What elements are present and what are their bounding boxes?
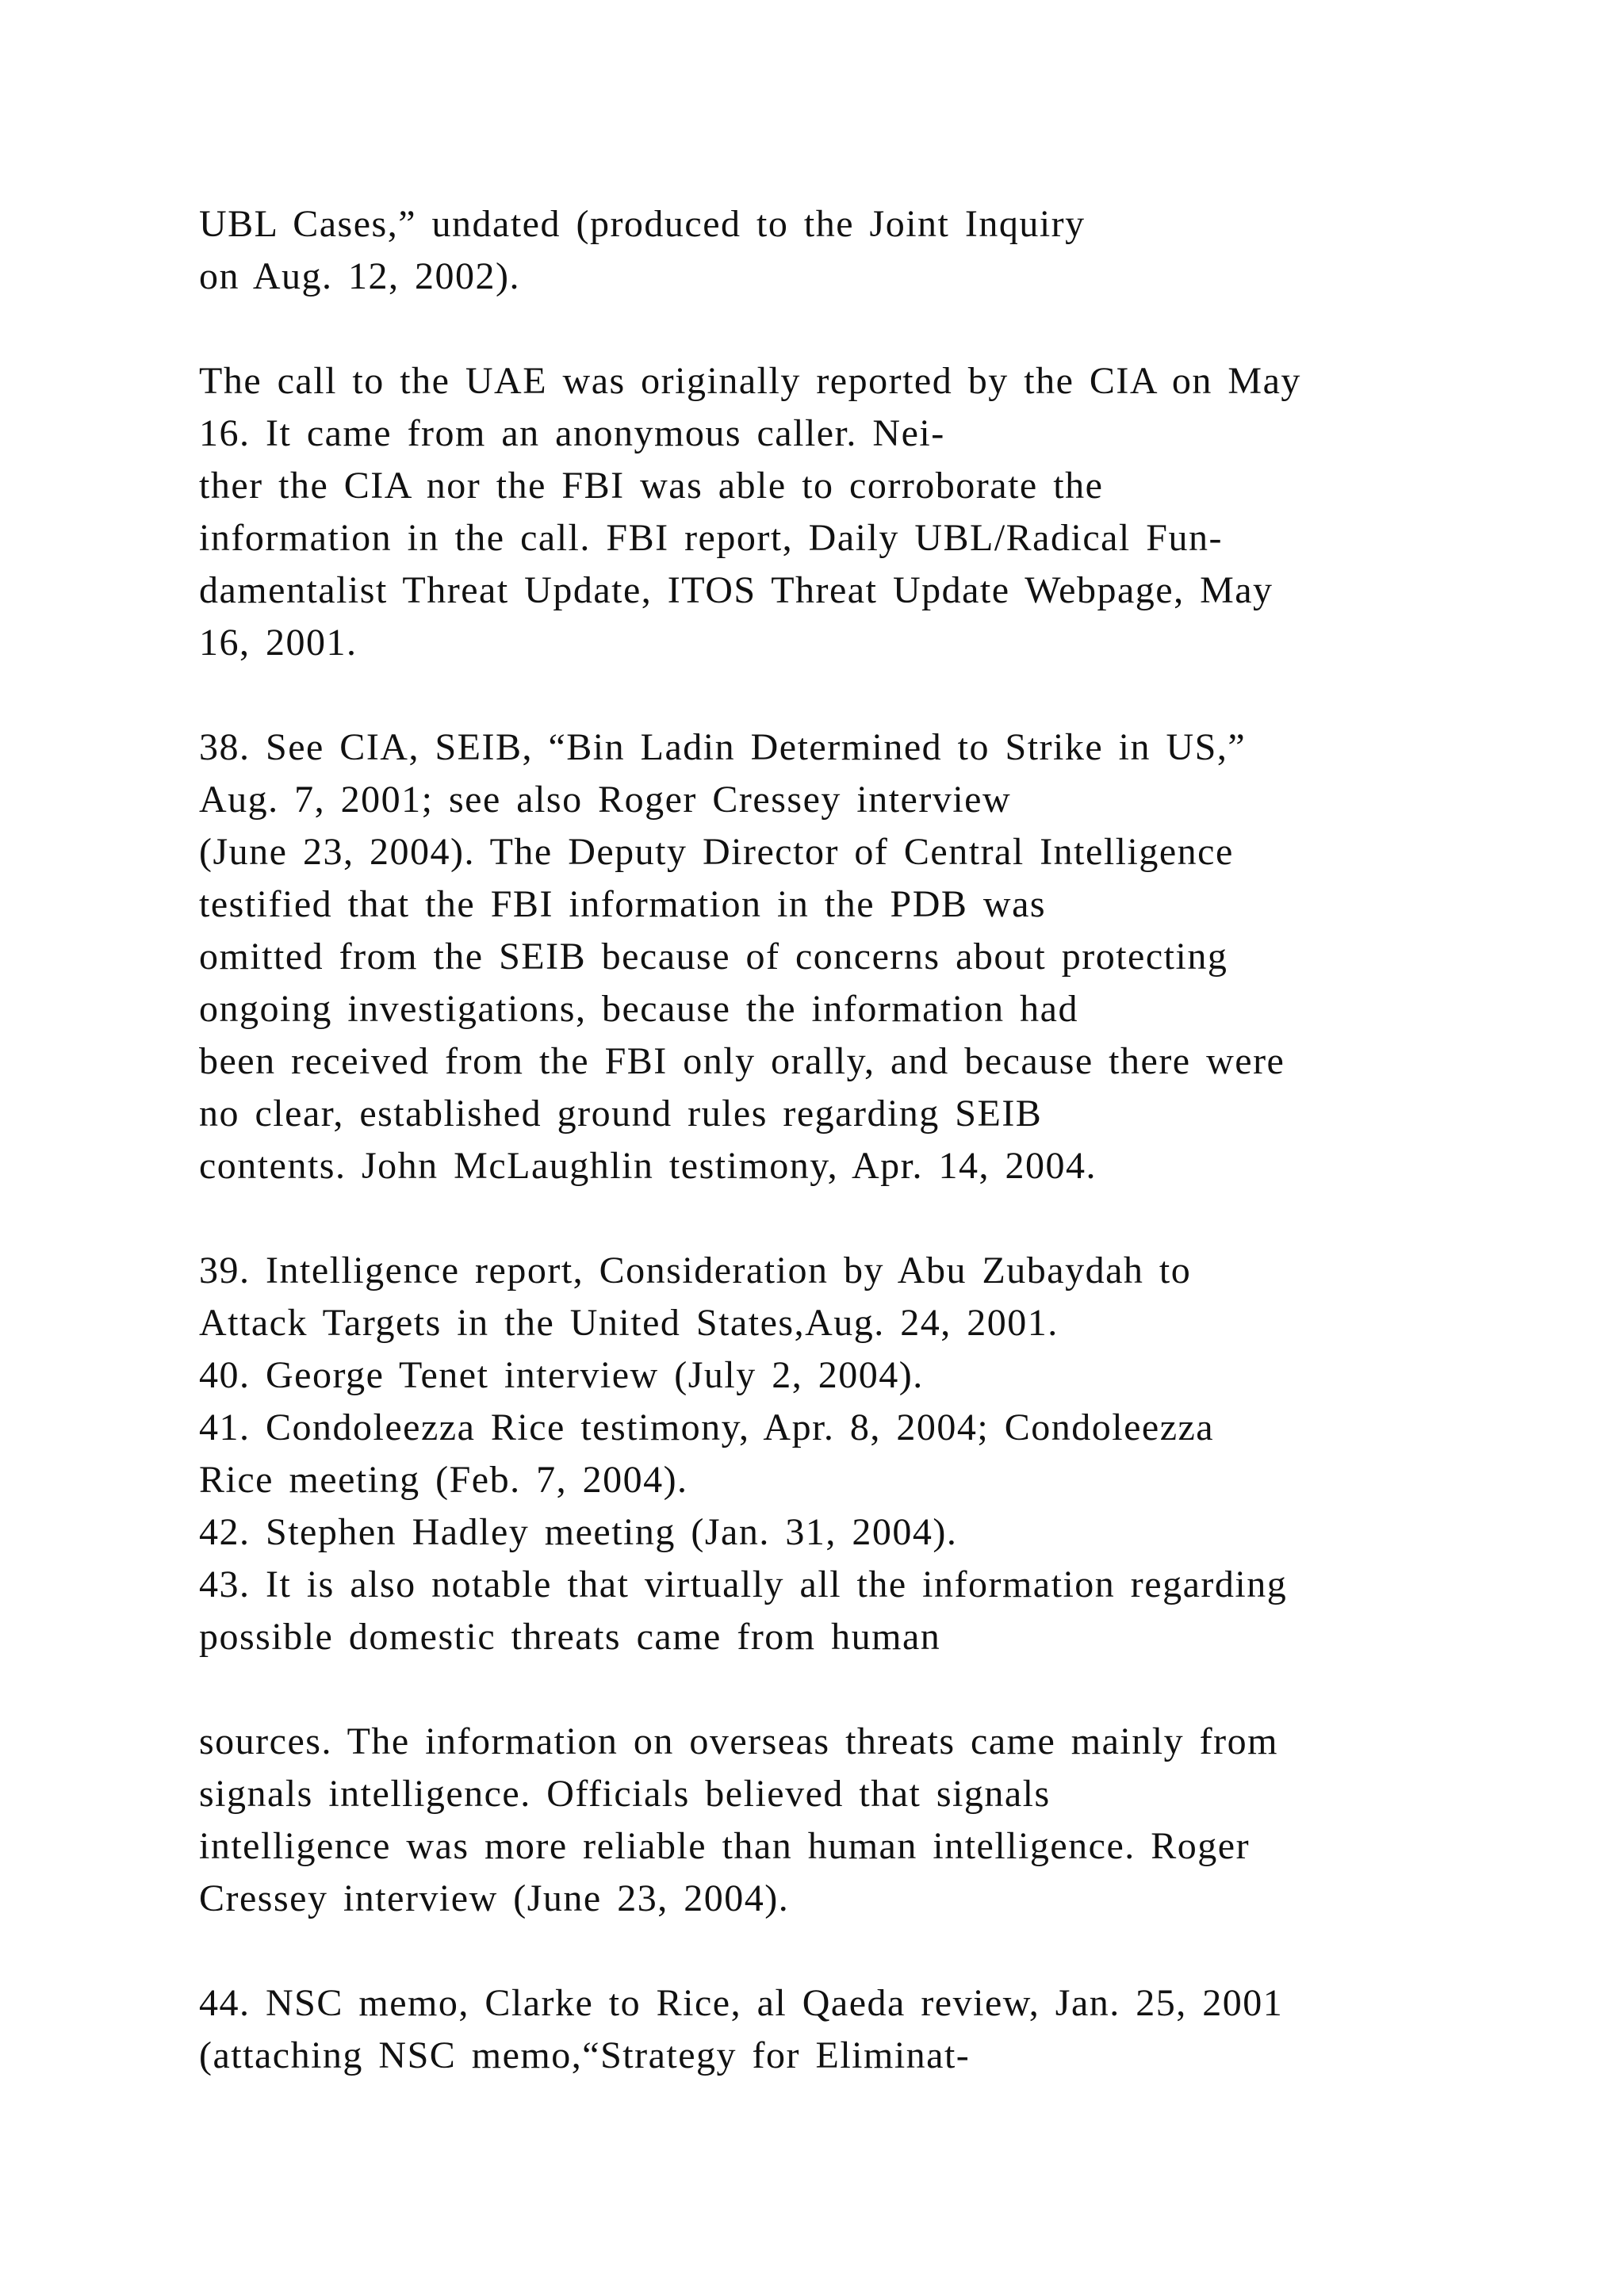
text-line: (attaching NSC memo,“Strategy for Eliminat- <box>199 2034 971 2076</box>
text-line: Rice meeting (Feb. 7, 2004). <box>199 1459 688 1501</box>
text-line: ther the CIA nor the FBI was able to corroborate the <box>199 465 1104 507</box>
paragraph-gap <box>199 669 1436 721</box>
text-line: omitted from the SEIB because of concerns about protecting <box>199 936 1228 978</box>
text-line: Aug. 7, 2001; see also Roger Cressey interview <box>199 779 1012 821</box>
text-line: Cressey interview (June 23, 2004). <box>199 1877 790 1919</box>
text-line: no clear, established ground rules regarding SEIB <box>199 1093 1043 1135</box>
document-body <box>199 198 1436 2082</box>
text-line: testified that the FBI information in the PDB was <box>199 883 1047 925</box>
text-line: 39. Intelligence report, Consideration by Abu Zubaydah to <box>199 1249 1192 1292</box>
text-line: sources. The information on overseas threats came mainly from <box>199 1720 1278 1762</box>
text-line: 44. NSC memo, Clarke to Rice, al Qaeda review, Jan. 25, 2001 <box>199 1982 1284 2024</box>
text-line: damentalist Threat Update, ITOS Threat Update Webpage, May <box>199 569 1274 611</box>
text-line: 16. It came from an anonymous caller. Nei- <box>199 412 945 454</box>
text-line: information in the call. FBI report, Daily UBL/Radical Fun- <box>199 517 1223 559</box>
paragraph-gap <box>199 303 1436 355</box>
text-line: ongoing investigations, because the information had <box>199 988 1078 1030</box>
text-line: been received from the FBI only orally, and because there were <box>199 1040 1285 1082</box>
text-line: 43. It is also notable that virtually all the information regarding <box>199 1563 1288 1605</box>
text-line: 41. Condoleezza Rice testimony, Apr. 8, 2004; Condoleezza <box>199 1406 1215 1448</box>
text-line: on Aug. 12, 2002). <box>199 255 520 297</box>
text-line: UBL Cases,” undated (produced to the Joint Inquiry <box>199 203 1086 245</box>
paragraph-gap <box>199 1192 1436 1245</box>
text-line: 16, 2001. <box>199 622 358 664</box>
text-line: (June 23, 2004). The Deputy Director of Central Intelligence <box>199 831 1234 873</box>
text-line: contents. John McLaughlin testimony, Apr. 14, 2004. <box>199 1145 1097 1187</box>
text-line: 40. George Tenet interview (July 2, 2004). <box>199 1354 924 1396</box>
text-line: 42. Stephen Hadley meeting (Jan. 31, 2004). <box>199 1511 958 1553</box>
text-line: Attack Targets in the United States,Aug. 24, 2001. <box>199 1302 1059 1344</box>
text-line: possible domestic threats came from human <box>199 1616 941 1658</box>
text-line: signals intelligence. Officials believed that signals <box>199 1773 1051 1815</box>
paragraph-gap <box>199 1663 1436 1716</box>
paragraph-gap <box>199 1925 1436 1977</box>
text-line: The call to the UAE was originally reported by the CIA on May <box>199 360 1301 402</box>
text-line: 38. See CIA, SEIB, “Bin Ladin Determined to Strike in US,” <box>199 726 1247 768</box>
text-line: intelligence was more reliable than human intelligence. Roger <box>199 1825 1251 1867</box>
